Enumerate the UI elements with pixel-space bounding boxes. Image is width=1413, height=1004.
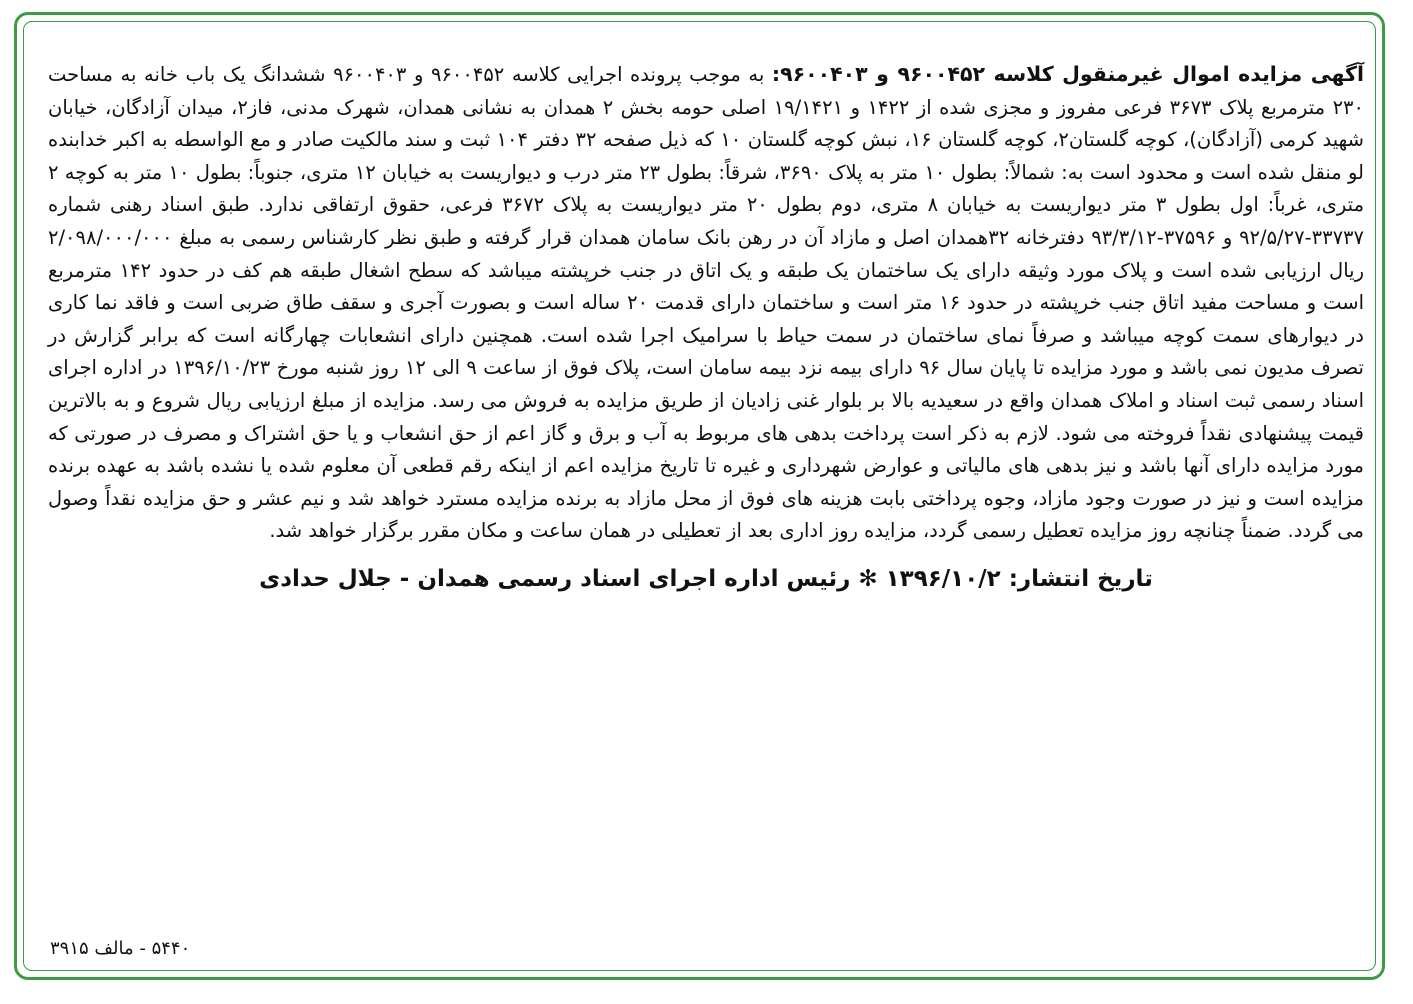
reference-number: ۵۴۴۰ - مالف ۳۹۱۵: [50, 938, 191, 959]
notice-headline: آگهی مزایده اموال غیرمنقول کلاسه ۹۶۰۰۴۵۲ و ۹۶۰۰۴۰۳:: [771, 62, 1364, 86]
notice-content: [48, 58, 1364, 596]
publish-line: تاریخ انتشار: ۱۳۹۶/۱۰/۲ ✻ رئیس اداره اجرای اسناد رسمی همدان - جلال حدادی: [259, 565, 1153, 592]
notice-body: به موجب پرونده اجرایی کلاسه ۹۶۰۰۴۵۲ و ۹۶۰۰۴۰۳ ششدانگ یک باب خانه به مساحت ۲۳۰ مترمربع پلاک ۳۶۷۳ فرعی مفروز و مجزی شده از ۱۴۲۲ و ۱۹/۱۴۲۱ اصلی حومه بخش ۲ همدان به نشانی همدان، شهرک مدنی، فاز۲، میدان آزادگان، خیابان شهید کرمی (آزادگان)، کوچه گلستان۲، کوچه گلستان ۱۶، نبش کوچه گلستان ۱۰ که ذیل صفحه ۳۲ دفتر ۱۰۴ ثبت و سند مالکیت صادر و مع الواسطه به اکبر خدابنده لو منقل شده است و محدود است به: شمالاً: بطول ۱۰ متر به پلاک ۳۶۹۰، شرقاً: بطول ۲۳ متر درب و دیواریست به خیابان ۱۲ متری، جنوباً: بطول ۱۰ متر به کوچه ۲ متری، غرباً: اول بطول ۳ متر دیواریست به خیابان ۸ متری، دوم بطول ۲۰ متر دیواریست به پلاک ۳۶۷۲ فرعی، حقوق ارتفاقی ندارد. طبق اسناد رهنی شماره ۳۳۷۳۷-۹۲/۵/۲۷ و ۳۷۵۹۶-۹۳/۳/۱۲ دفترخانه ۳۲همدان اصل و مازاد آن در رهن بانک سامان همدان قرار گرفته و طبق نظر کارشناس رسمی به مبلغ ۲/۰۹۸/۰۰۰/۰۰۰ ریال ارزیابی شده است و پلاک مورد وثیقه دارای یک ساختمان یک طبقه و یک اتاق در جنب خرپشته میباشد که سطح اشغال طبقه هم کف در حدود ۱۴۲ مترمربع است و مساحت مفید اتاق جنب خرپشته در حدود ۱۶ متر است و ساختمان دارای قدمت ۲۰ ساله است و بصورت آجری و سقف طاق ضربی است و فاقد نما کاری در دیوارهای سمت کوچه میباشد و صرفاً نمای ساختمان در سمت حیاط با سرامیک اجرا شده است. همچنین دارای انشعابات چهارگانه است که برابر گزارش در تصرف مدیون نمی باشد و مورد مزایده تا پایان سال ۹۶ دارای بیمه نزد بیمه سامان است، پلاک فوق از ساعت ۹ الی ۱۲ روز شنبه مورخ ۱۳۹۶/۱۰/۲۳ در اداره اجرای اسناد رسمی ثبت اسناد و املاک همدان واقع در سعیدیه بالا بر بلوار غنی زادیان از طریق مزایده به فروش می رسد. مزایده از مبلغ ارزیابی ریال شروع و به بالاترین قیمت پیشنهادی نقداً فروخته می شود. لازم به ذکر است پرداخت بدهی های مربوط به آب و برق و گاز اعم از حق انشعاب و یا حق اشتراک و مصرف در صورتی که مورد مزایده دارای آنها باشد و نیز بدهی های مالیاتی و عوارض شهرداری و غیره تا تاریخ مزایده اعم از اینکه رقم قطعی آن معلوم شده یا نشده باشد به عهده برنده مزایده است و نیز در صورت وجود مازاد، وجوه پرداختی بابت هزینه های فوق از محل مازاد به برنده مزایده مسترد خواهد شد و نیم عشر و حق مزایده نقداً وصول می گردد. ضمناً چنانچه روز مزایده تعطیل رسمی گردد، مزایده روز اداری بعد از تعطیلی در همان ساعت و مکان مقرر برگزار خواهد شد.: [48, 63, 1365, 543]
notice-paragraph: [48, 58, 1364, 548]
